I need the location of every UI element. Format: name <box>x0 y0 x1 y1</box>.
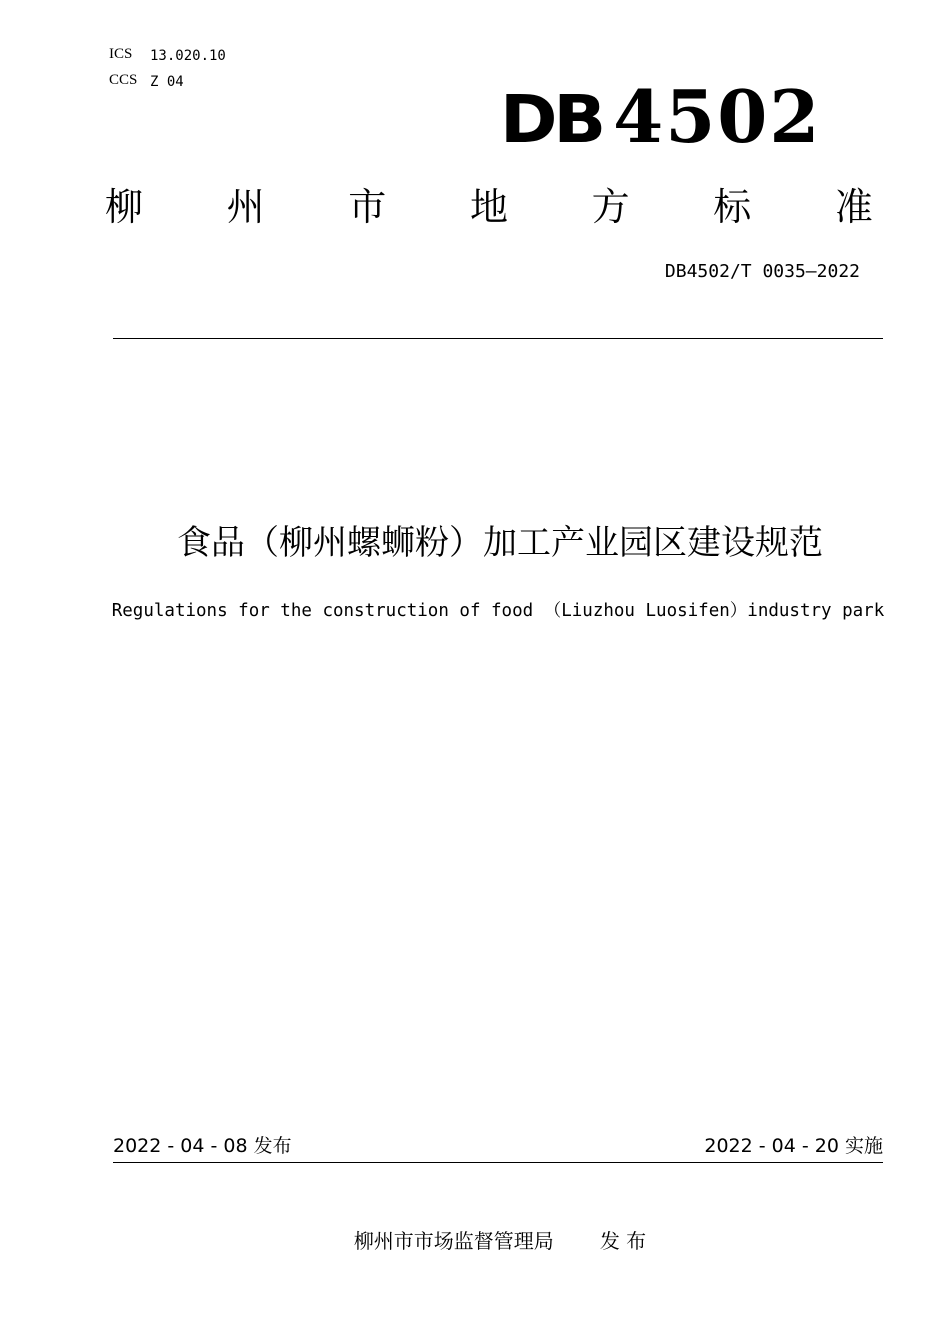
footer-divider <box>113 1162 883 1163</box>
ics-label: ICS <box>109 46 133 62</box>
ccs-value: Z 04 <box>150 74 184 90</box>
standard-type-heading <box>104 182 874 232</box>
ccs-label: CCS <box>109 72 138 88</box>
document-title-en: Regulations for the construction of food （Liuzhou Luosifen）industry park <box>111 601 885 621</box>
standard-type-char: 市 <box>348 185 387 229</box>
publisher-name: 柳州市市场监督管理局 <box>353 1229 554 1253</box>
release-date: 2022 - 04 - 08 发布 <box>113 1135 292 1157</box>
standard-code: DB4502/T 0035—2022 <box>664 261 860 282</box>
standard-type-char: 州 <box>226 185 265 229</box>
db-letters: DB <box>500 81 602 158</box>
standard-type-char: 标 <box>713 185 752 229</box>
document-title-zh: 食品（柳州螺蛳粉）加工产业园区建设规范 <box>177 523 823 563</box>
standard-type-char: 方 <box>591 185 630 229</box>
publisher-action: 发 布 <box>599 1229 647 1253</box>
standard-type-char: 地 <box>469 185 508 229</box>
implementation-date: 2022 - 04 - 20 实施 <box>704 1135 883 1157</box>
header-divider <box>113 338 883 339</box>
standard-type-char: 准 <box>834 185 873 229</box>
standard-type-char: 柳 <box>104 185 143 229</box>
db-standard-mark <box>500 74 822 159</box>
ics-value: 13.020.10 <box>150 48 226 64</box>
db-number: 4502 <box>613 74 822 159</box>
publisher-line <box>100 1226 900 1256</box>
